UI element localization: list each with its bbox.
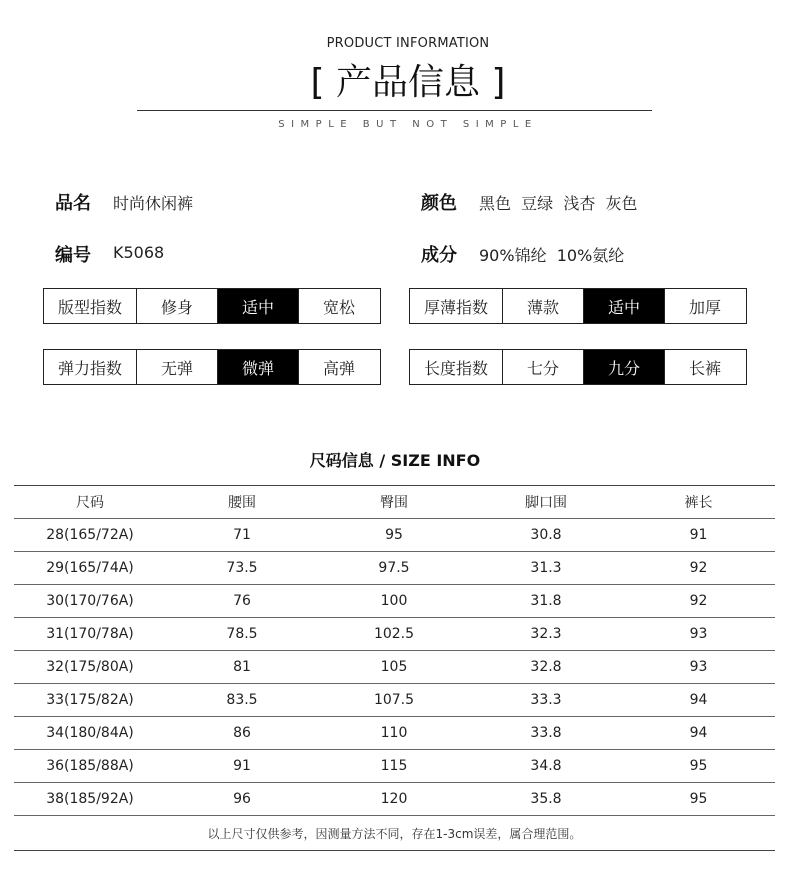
thickness-index-label: 厚薄指数 bbox=[410, 289, 503, 323]
cell-length: 92 bbox=[622, 552, 775, 585]
cell-waist: 81 bbox=[166, 651, 318, 684]
cell-waist: 76 bbox=[166, 585, 318, 618]
table-row bbox=[14, 618, 775, 651]
header-hem: 脚口围 bbox=[470, 486, 622, 519]
table-row bbox=[14, 684, 775, 717]
fit-index bbox=[43, 288, 381, 324]
product-name-value: 时尚休闲裤 bbox=[113, 194, 194, 213]
table-row bbox=[14, 585, 775, 618]
cell-hip: 115 bbox=[318, 750, 470, 783]
cell-hem: 34.8 bbox=[470, 750, 622, 783]
cell-length: 91 bbox=[622, 519, 775, 552]
length-option-nine-tenths-selected: 九分 bbox=[584, 350, 665, 384]
header-waist: 腰围 bbox=[166, 486, 318, 519]
color-value: 黑色 豆绿 浅杏 灰色 bbox=[479, 194, 638, 213]
cell-length: 92 bbox=[622, 585, 775, 618]
fit-option-slim: 修身 bbox=[137, 289, 218, 323]
cell-size: 29(165/74A) bbox=[14, 552, 166, 585]
cell-length: 93 bbox=[622, 651, 775, 684]
cell-waist: 83.5 bbox=[166, 684, 318, 717]
header-hip: 臀围 bbox=[318, 486, 470, 519]
length-option-seven-tenths: 七分 bbox=[503, 350, 584, 384]
cell-waist: 71 bbox=[166, 519, 318, 552]
size-table bbox=[14, 485, 775, 851]
header-divider bbox=[137, 110, 652, 111]
thickness-index bbox=[409, 288, 747, 324]
table-row bbox=[14, 750, 775, 783]
size-table-header-row bbox=[14, 486, 775, 519]
stretch-option-none: 无弹 bbox=[137, 350, 218, 384]
cell-hem: 31.3 bbox=[470, 552, 622, 585]
size-note-row bbox=[14, 816, 775, 851]
product-name-label: 品名 bbox=[55, 193, 91, 214]
product-code-label: 编号 bbox=[55, 245, 91, 266]
header-title: [ 产品信息 ] bbox=[310, 62, 506, 103]
cell-hem: 35.8 bbox=[470, 783, 622, 816]
header-length: 裤长 bbox=[622, 486, 775, 519]
table-row bbox=[14, 552, 775, 585]
cell-hem: 32.8 bbox=[470, 651, 622, 684]
material-label: 成分 bbox=[421, 245, 457, 266]
cell-size: 28(165/72A) bbox=[14, 519, 166, 552]
fit-option-regular-selected: 适中 bbox=[218, 289, 299, 323]
cell-hem: 33.8 bbox=[470, 717, 622, 750]
cell-length: 94 bbox=[622, 684, 775, 717]
cell-size: 32(175/80A) bbox=[14, 651, 166, 684]
stretch-index-label: 弹力指数 bbox=[44, 350, 137, 384]
product-code-value: K5068 bbox=[113, 243, 165, 262]
cell-hem: 31.8 bbox=[470, 585, 622, 618]
length-index bbox=[409, 349, 747, 385]
length-index-label: 长度指数 bbox=[410, 350, 503, 384]
cell-hip: 100 bbox=[318, 585, 470, 618]
stretch-option-slight-selected: 微弹 bbox=[218, 350, 299, 384]
header-subtitle: SIMPLE BUT NOT SIMPLE bbox=[278, 119, 538, 130]
cell-waist: 78.5 bbox=[166, 618, 318, 651]
cell-hem: 30.8 bbox=[470, 519, 622, 552]
table-row bbox=[14, 519, 775, 552]
cell-length: 95 bbox=[622, 750, 775, 783]
cell-hem: 33.3 bbox=[470, 684, 622, 717]
stretch-option-high: 高弹 bbox=[322, 358, 355, 378]
stretch-index bbox=[43, 349, 381, 385]
material-value: 90%锦纶 10%氨纶 bbox=[479, 246, 625, 265]
size-info-title: 尺码信息 / SIZE INFO bbox=[309, 451, 481, 470]
thickness-option-thin: 薄款 bbox=[503, 289, 584, 323]
table-row bbox=[14, 783, 775, 816]
cell-size: 34(180/84A) bbox=[14, 717, 166, 750]
cell-waist: 86 bbox=[166, 717, 318, 750]
cell-hip: 97.5 bbox=[318, 552, 470, 585]
cell-length: 94 bbox=[622, 717, 775, 750]
length-option-full: 长裤 bbox=[688, 358, 721, 378]
cell-length: 95 bbox=[622, 783, 775, 816]
header-en-title: PRODUCT INFORMATION bbox=[326, 36, 490, 51]
cell-size: 30(170/76A) bbox=[14, 585, 166, 618]
cell-waist: 91 bbox=[166, 750, 318, 783]
cell-waist: 73.5 bbox=[166, 552, 318, 585]
cell-size: 31(170/78A) bbox=[14, 618, 166, 651]
size-note: 以上尺寸仅供参考，因测量方法不同，存在1-3cm误差，属合理范围。 bbox=[14, 816, 775, 851]
cell-size: 33(175/82A) bbox=[14, 684, 166, 717]
thickness-option-medium-selected: 适中 bbox=[584, 289, 665, 323]
table-row bbox=[14, 651, 775, 684]
cell-waist: 96 bbox=[166, 783, 318, 816]
cell-hip: 102.5 bbox=[318, 618, 470, 651]
cell-hem: 32.3 bbox=[470, 618, 622, 651]
cell-hip: 95 bbox=[318, 519, 470, 552]
fit-option-loose: 宽松 bbox=[322, 297, 355, 317]
color-label: 颜色 bbox=[421, 193, 457, 214]
header-size: 尺码 bbox=[14, 486, 166, 519]
fit-index-label: 版型指数 bbox=[44, 289, 137, 323]
cell-hip: 107.5 bbox=[318, 684, 470, 717]
thickness-option-thick: 加厚 bbox=[688, 297, 721, 317]
cell-hip: 110 bbox=[318, 717, 470, 750]
cell-size: 38(185/92A) bbox=[14, 783, 166, 816]
table-row bbox=[14, 717, 775, 750]
cell-size: 36(185/88A) bbox=[14, 750, 166, 783]
cell-length: 93 bbox=[622, 618, 775, 651]
cell-hip: 120 bbox=[318, 783, 470, 816]
cell-hip: 105 bbox=[318, 651, 470, 684]
